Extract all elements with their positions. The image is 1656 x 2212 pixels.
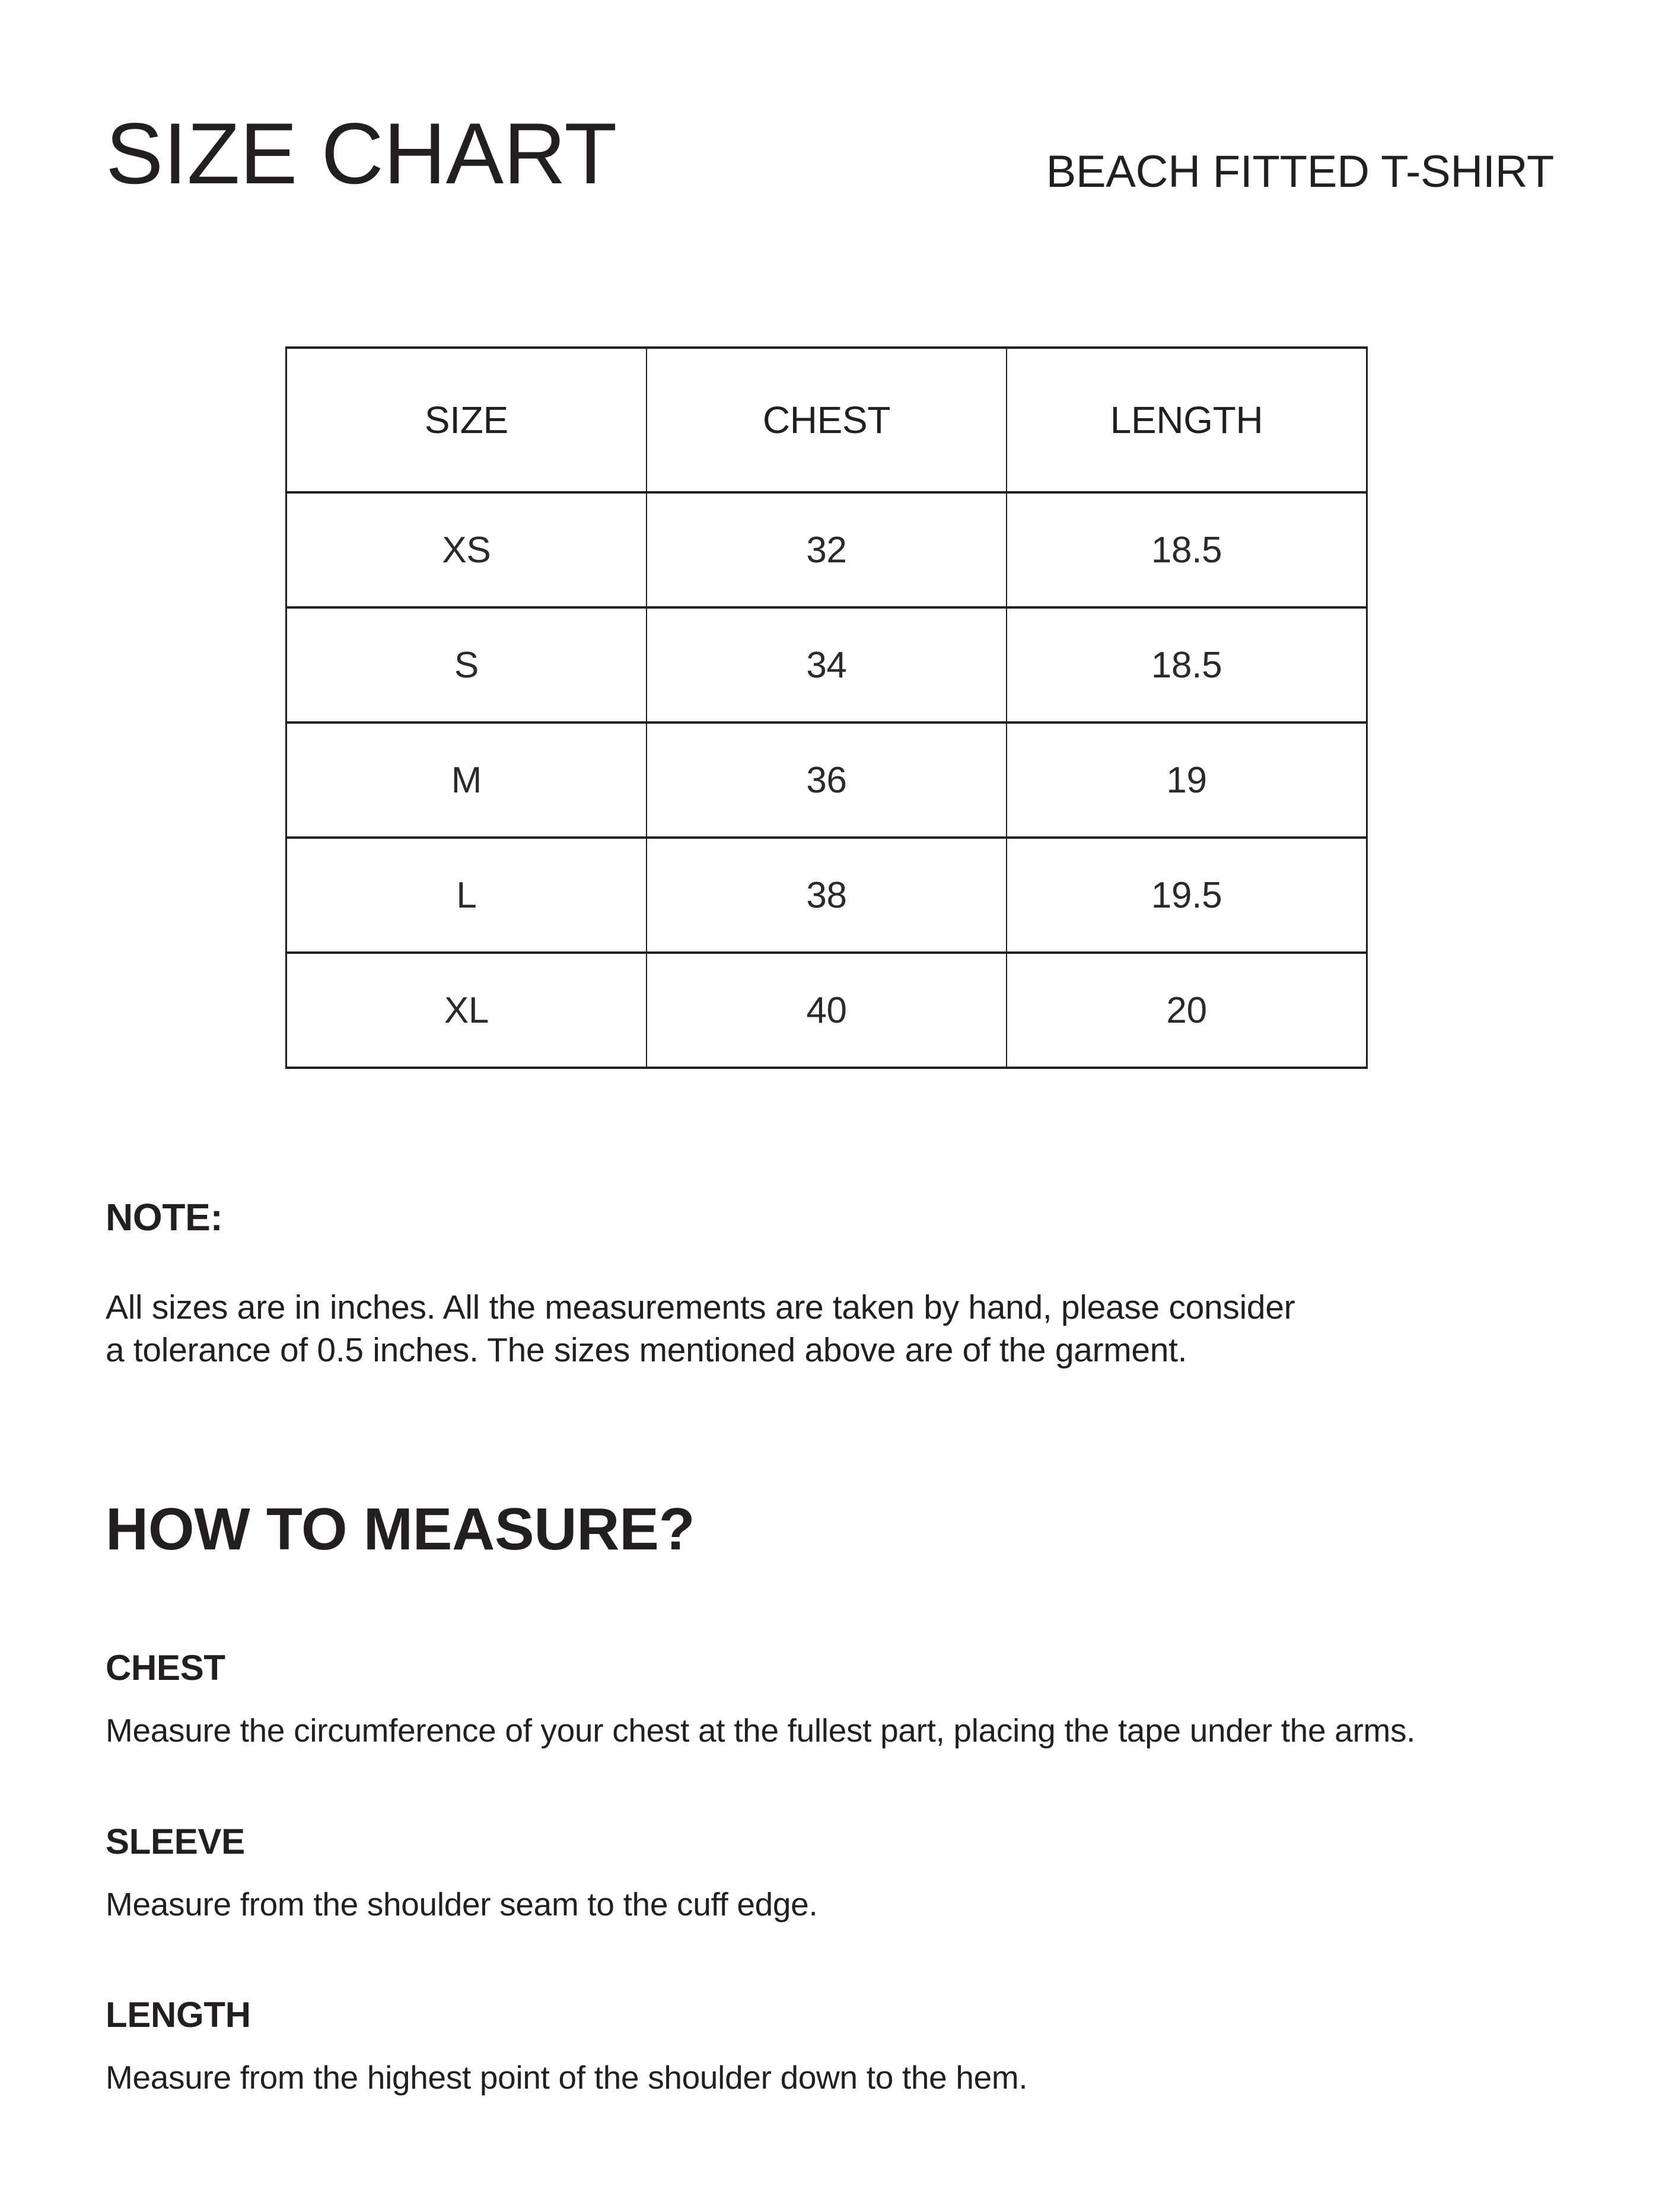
measure-description-chest: Measure the circumference of your chest at the fullest part, placing the tape under the arms. (106, 1712, 1416, 1749)
note-text (106, 1287, 1554, 1372)
doc-header (106, 105, 1554, 202)
measure-section-length (106, 1994, 1554, 2099)
length-cell: 19.5 (1007, 838, 1367, 953)
how-to-measure-heading: HOW TO MEASURE? (106, 1496, 695, 1563)
column-header-chest: CHEST (647, 348, 1007, 492)
table-row (286, 492, 1367, 607)
measure-description-length: Measure from the highest point of the shoulder down to the hem. (106, 2059, 1028, 2096)
measure-section-chest (106, 1647, 1554, 1752)
measure-label-length: LENGTH (106, 1995, 251, 2035)
measure-description-sleeve: Measure from the shoulder seam to the cuff edge. (106, 1885, 818, 1923)
size-table (285, 346, 1368, 1069)
note-line-2: a tolerance of 0.5 inches. The sizes mentioned above are of the garment. (106, 1331, 1187, 1369)
measure-section-sleeve (106, 1820, 1554, 1926)
product-name: BEACH FITTED T-SHIRT (1046, 147, 1554, 197)
length-cell: 18.5 (1007, 492, 1367, 607)
length-cell: 20 (1007, 953, 1367, 1068)
size-cell: XS (286, 492, 647, 607)
size-cell: S (286, 607, 647, 723)
size-cell: M (286, 723, 647, 838)
column-header-length: LENGTH (1007, 348, 1367, 492)
size-cell: XL (286, 953, 647, 1068)
table-row (286, 723, 1367, 838)
note-line-1: All sizes are in inches. All the measurements are taken by hand, please consider (106, 1288, 1295, 1326)
chest-cell: 38 (647, 838, 1007, 953)
length-cell: 18.5 (1007, 607, 1367, 723)
length-cell: 19 (1007, 723, 1367, 838)
size-cell: L (286, 838, 647, 953)
table-row (286, 838, 1367, 953)
table-row (286, 607, 1367, 723)
column-header-size: SIZE (286, 348, 647, 492)
measure-label-chest: CHEST (106, 1648, 225, 1688)
table-row (286, 953, 1367, 1068)
chest-cell: 40 (647, 953, 1007, 1068)
size-table-container (285, 346, 1554, 1069)
chest-cell: 36 (647, 723, 1007, 838)
page-title: SIZE CHART (106, 105, 617, 202)
chest-cell: 34 (647, 607, 1007, 723)
note-heading: NOTE: (106, 1196, 223, 1239)
measure-label-sleeve: SLEEVE (106, 1821, 245, 1861)
chest-cell: 32 (647, 492, 1007, 607)
table-header-row (286, 348, 1367, 492)
